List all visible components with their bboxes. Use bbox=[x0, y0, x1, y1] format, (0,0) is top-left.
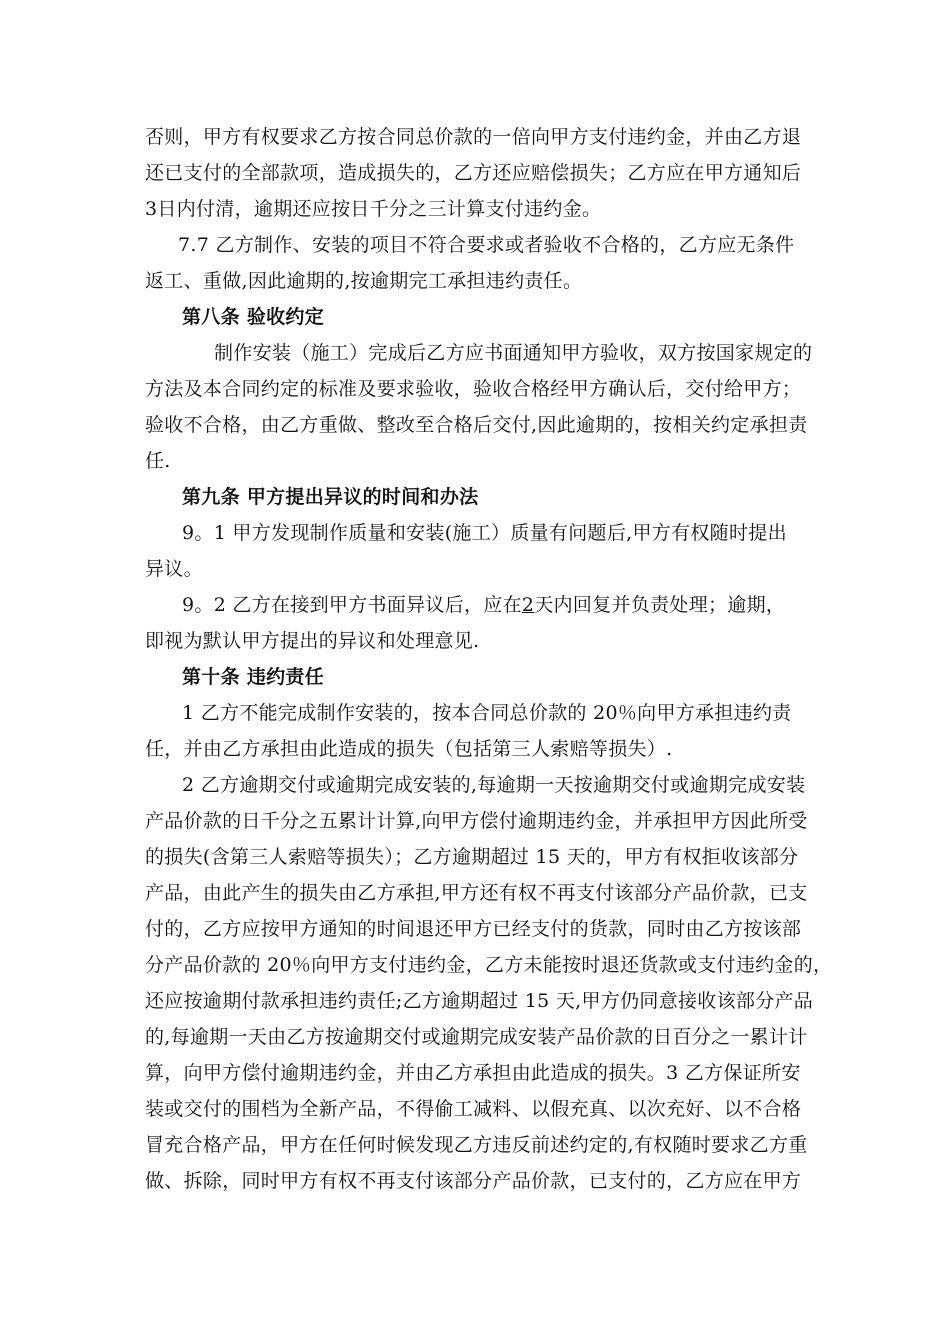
body-line: 异议。 bbox=[145, 558, 203, 580]
body-line: 任，并由乙方承担由此造成的损失（包括第三人索赔等损失）. bbox=[145, 738, 673, 760]
body-line bbox=[182, 593, 785, 617]
body-line: 即视为默认甲方提出的异议和处理意见. bbox=[145, 630, 480, 652]
underlined-days-value: 2 bbox=[521, 594, 535, 616]
body-line: 方法及本合同约定的标准及要求验收，验收合格经甲方确认后，交付给甲方； bbox=[145, 378, 802, 400]
body-line: 装或交付的围档为全新产品，不得偷工减料、以假充真、以次充好、以不合格 bbox=[145, 1098, 802, 1120]
body-line: 返工、重做,因此逾期的,按逾期完工承担违约责任。 bbox=[145, 270, 583, 292]
body-line: 3日内付清，逾期还应按日千分之三计算支付违约金。 bbox=[145, 198, 602, 220]
body-line: 7.7 乙方制作、安装的项目不符合要求或者验收不合格的，乙方应无条件 bbox=[178, 234, 795, 256]
body-line: 任. bbox=[145, 450, 171, 472]
body-line: 算，向甲方偿付逾期违约金，并由乙方承担由此造成的损失。3 乙方保证所安 bbox=[145, 1062, 801, 1084]
body-line: 制作安装（施工）完成后乙方应书面通知甲方验收，双方按国家规定的 bbox=[214, 342, 813, 364]
body-line: 冒充合格产品，甲方在任何时候发现乙方违反前述约定的,有权随时要求乙方重 bbox=[145, 1134, 808, 1156]
section-heading-article-10: 第十条 违约责任 bbox=[182, 666, 325, 688]
section-heading-article-8: 第八条 验收约定 bbox=[182, 306, 325, 328]
section-heading-article-9: 第九条 甲方提出异议的时间和办法 bbox=[182, 486, 479, 508]
body-line: 做、拆除，同时甲方有权不再支付该部分产品价款，已支付的，乙方应在甲方 bbox=[145, 1170, 802, 1192]
body-line: 还应按逾期付款承担违约责任;乙方逾期超过 15 天,甲方仍同意接收该部分产品 bbox=[145, 990, 814, 1012]
body-line: 产品价款的日千分之五累计计算,向甲方偿付逾期违约金，并承担甲方因此所受 bbox=[145, 810, 808, 832]
body-text: 天内回复并负责处理；逾期， bbox=[534, 594, 786, 616]
body-text: 9。2 乙方在接到甲方书面异议后，应在 bbox=[182, 594, 522, 616]
body-line: 的损失(含第三人索赔等损失）；乙方逾期超过 15 天的，甲方有权拒收该部分 bbox=[145, 846, 799, 868]
body-line: 1 乙方不能完成制作安装的，按本合同总价款的 20％向甲方承担违约责 bbox=[182, 702, 792, 724]
body-line: 分产品价款的 20％向甲方支付违约金，乙方未能按时退还货款或支付违约金的， bbox=[145, 954, 833, 976]
body-line: 产品，由此产生的损失由乙方承担,甲方还有权不再支付该部分产品价款，已支 bbox=[145, 882, 808, 904]
body-line: 否则，甲方有权要求乙方按合同总价款的一倍向甲方支付违约金，并由乙方退 bbox=[145, 126, 802, 148]
body-line: 还已支付的全部款项，造成损失的，乙方还应赔偿损失；乙方应在甲方通知后 bbox=[145, 162, 802, 184]
body-line: 验收不合格，由乙方重做、整改至合格后交付,因此逾期的，按相关约定承担责 bbox=[145, 414, 808, 436]
body-line: 2 乙方逾期交付或逾期完成安装的,每逾期一天按逾期交付或逾期完成安装 bbox=[182, 774, 806, 796]
body-line: 的,每逾期一天由乙方按逾期交付或逾期完成安装产品价款的日百分之一累计计 bbox=[145, 1026, 808, 1048]
body-line: 9。1 甲方发现制作质量和安装(施工）质量有问题后,甲方有权随时提出 bbox=[182, 522, 787, 544]
body-line: 付的，乙方应按甲方通知的时间退还甲方已经支付的货款，同时由乙方按该部 bbox=[145, 918, 802, 940]
